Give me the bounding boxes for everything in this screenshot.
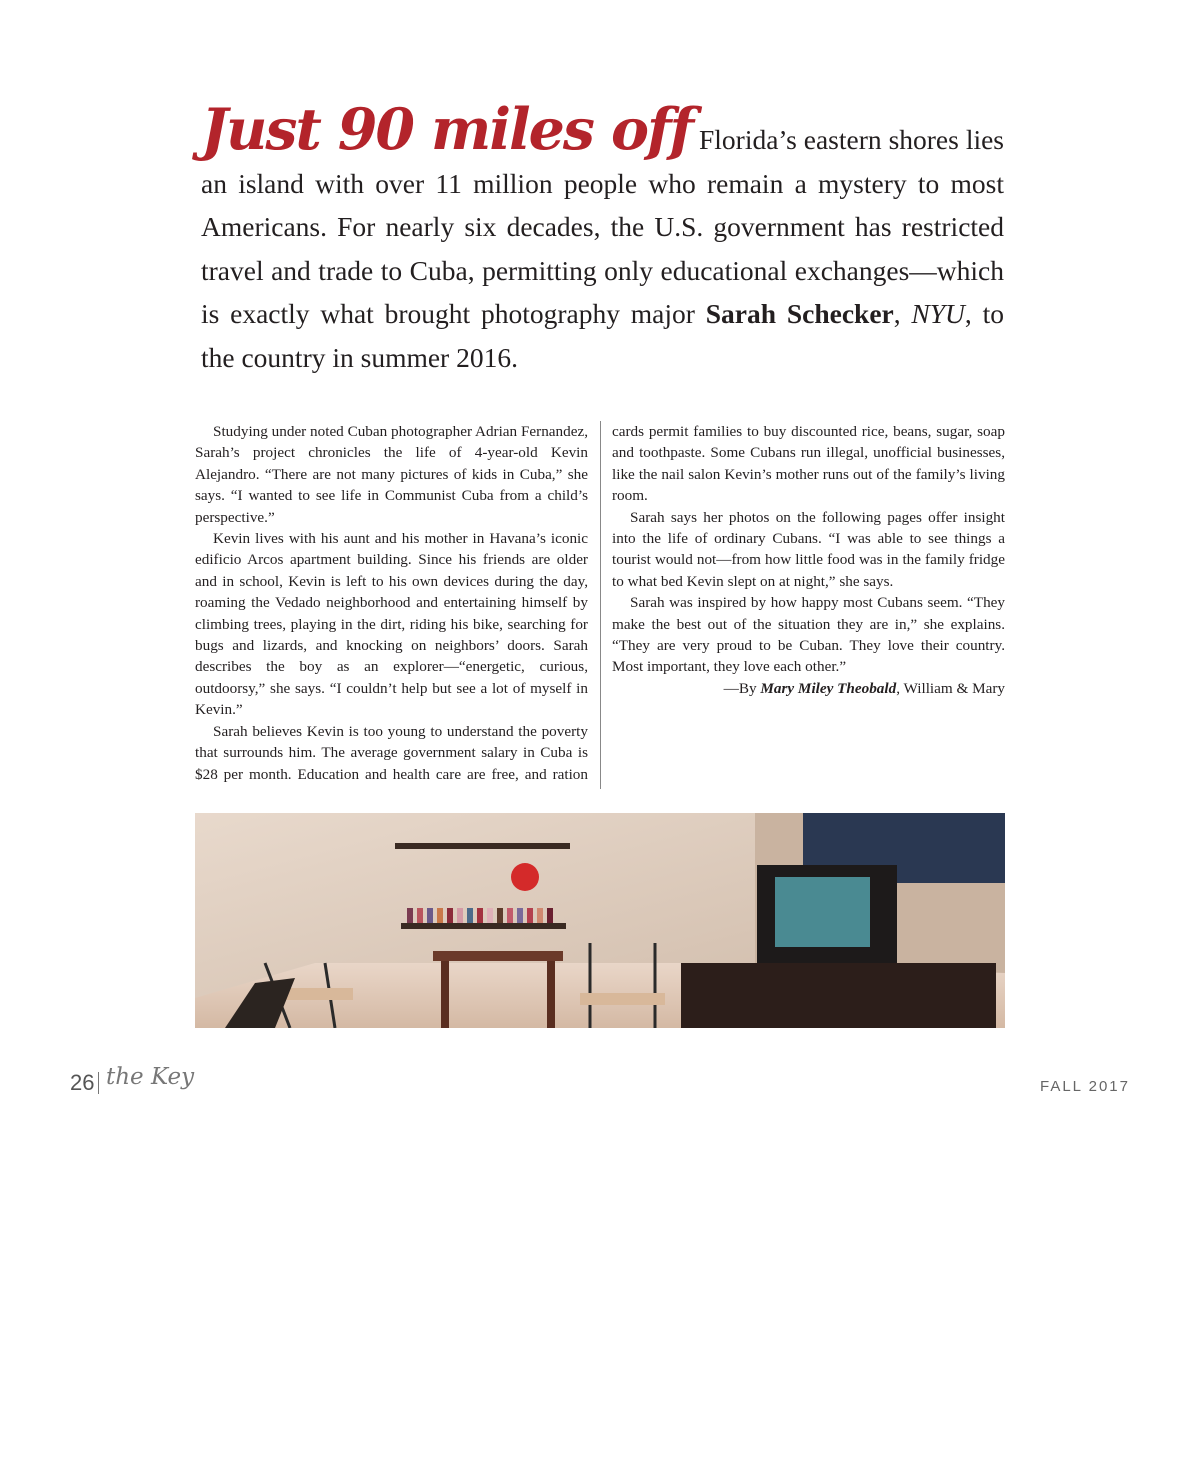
lead-text-c: , to the country in summer 2016.: [201, 298, 1004, 373]
red-ornament: [511, 863, 539, 891]
lead-text-b: ,: [893, 298, 912, 329]
tv-cabinet: [681, 963, 996, 1028]
wall-shelf-bottom: [401, 923, 566, 929]
lead-text-a: Florida’s eastern shores lies an island with over 11 million people who remain a mystery to most Americans. For nearly six decades, the U.S. government has restricted travel and trade to Cuba, permitting only educational exchanges—which is exactly what brought photography major: [201, 124, 1005, 329]
byline: [612, 678, 1005, 699]
body-paragraph: Kevin lives with his aunt and his mother in Havana’s iconic edificio Arcos apartment building. Since his friends are older and in school, Kevin is left to his own devices during the day, roaming the Vedado neighborhood and entertaining himself by climbing trees, playing in the dirt, riding his bike, searching for bugs and lizards, and knocking on neighbors’ doors. Sarah describes the boy as an explorer—“energetic, curious, outdoorsy,” she says. “I couldn’t help but see a lot of myself in Kevin.”: [195, 530, 588, 719]
body-paragraph: Sarah believes Kevin is too young to understand the poverty that surrounds him. The average government salary in Cuba is $28 per month. Education and health care are free, and ration cards permit families to buy discounted rice, beans, sugar, soap and toothpaste. Some Cubans run illegal, unofficial businesses, like the nail salon Kevin’s mother runs out of the family’s living room.: [195, 423, 1005, 783]
byline-school: , William & Mary: [896, 679, 1005, 697]
body-paragraph: Sarah says her photos on the following pages offer insight into the life of ordinary Cubans. “I was able to see things a tourist would not—from how little food was in the family fridge to what bed Kevin slept on at night,” she says.: [612, 508, 1005, 590]
magazine-logo: the Key: [106, 1064, 195, 1090]
issue-season: FALL 2017: [1039, 1078, 1130, 1095]
living-room-photo: [195, 813, 1005, 1028]
article-body: [195, 421, 1005, 789]
byline-author: Mary Miley Theobald: [760, 679, 897, 697]
lead-paragraph: [201, 96, 1005, 379]
body-paragraph: Studying under noted Cuban photographer Adrian Fernandez, Sarah’s project chronicles the life of 4-year-old Kevin Alejandro. “There are not many pictures of kids in Cuba,” she says. “I wanted to see life in Communist Cuba from a child’s perspective.”: [195, 423, 588, 526]
student-name: Sarah Schecker: [705, 298, 894, 329]
byline-prefix: —By: [723, 679, 761, 697]
tv-screen: [775, 877, 870, 947]
script-heading: Just 90 miles off: [201, 96, 693, 163]
student-school: NYU: [911, 298, 965, 329]
nail-polish-bottles: [407, 908, 553, 923]
footer-divider: [98, 1072, 99, 1094]
body-paragraph: Sarah was inspired by how happy most Cubans seem. “They make the best out of the situation they are in,” she explains. “They are very proud to be Cuban. They love their country. Most important, they love each other.”: [612, 594, 1005, 676]
page-number: 26: [70, 1070, 95, 1095]
wall-shelf-top: [395, 843, 570, 849]
photo-illustration: [195, 813, 1005, 1028]
